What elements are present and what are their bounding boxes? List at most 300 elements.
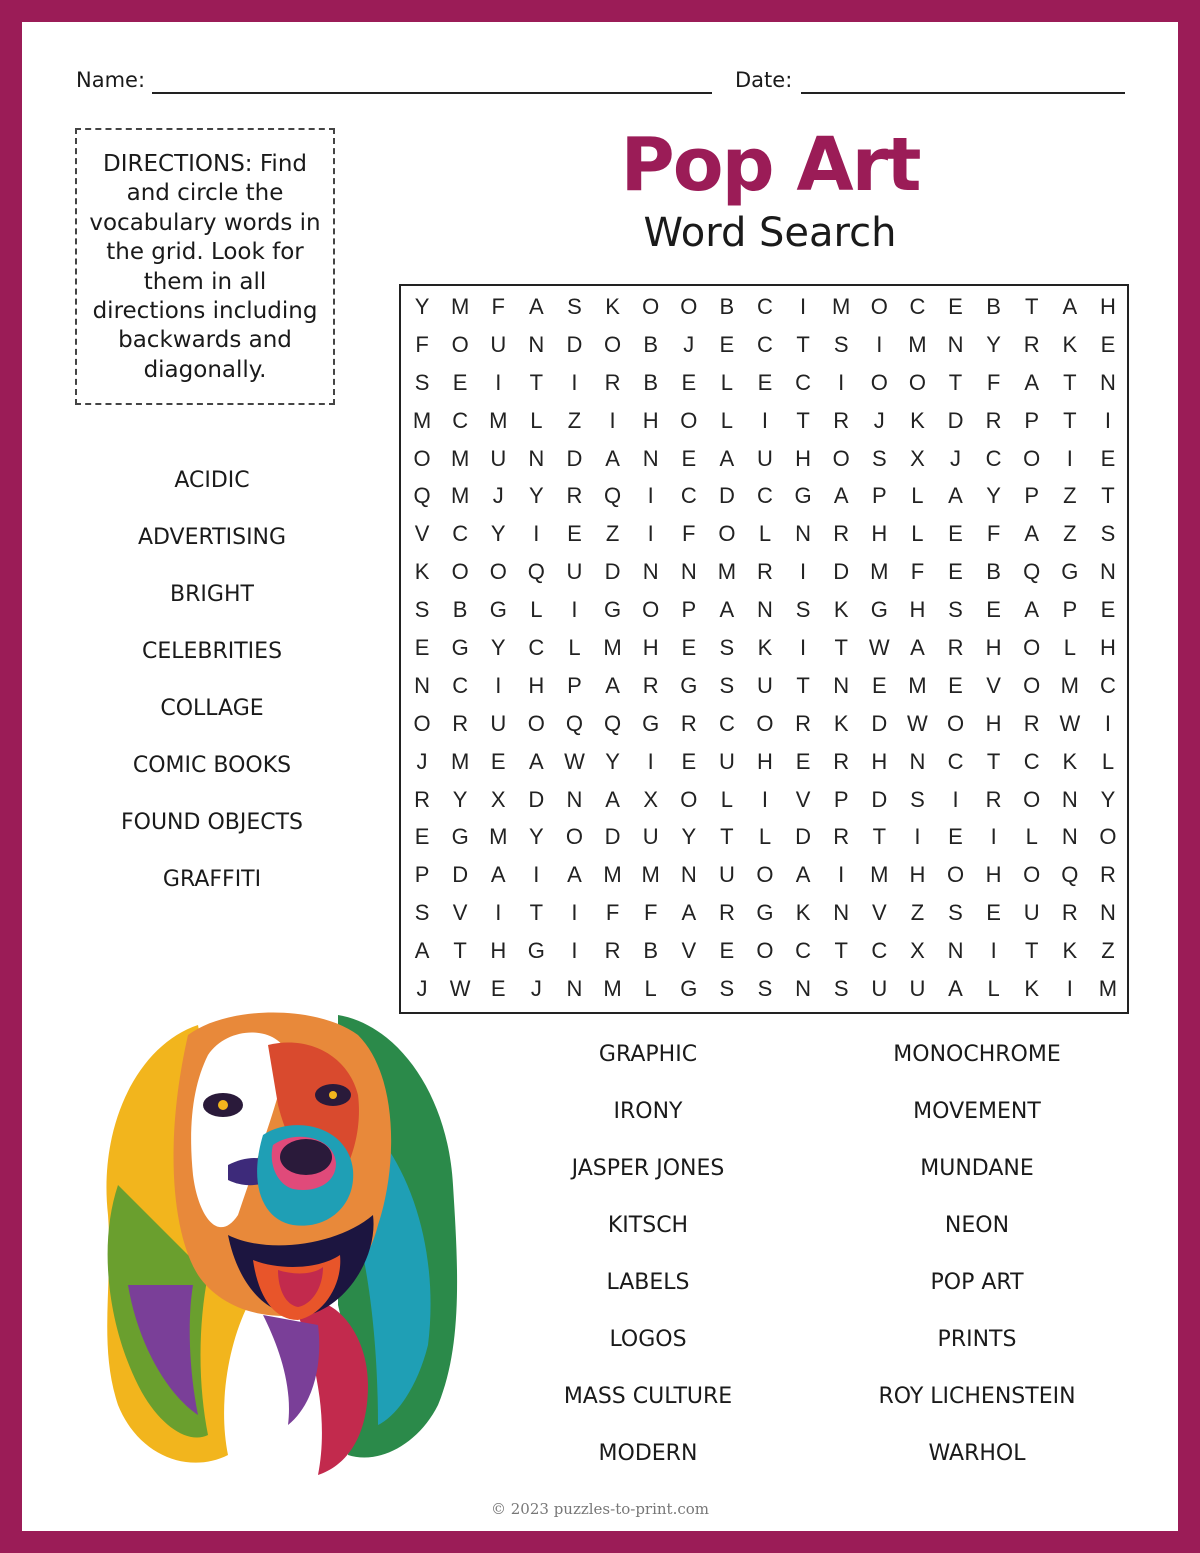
grid-cell: J (416, 976, 428, 1002)
word-list-left (62, 462, 362, 918)
grid-cell: S (1100, 521, 1116, 547)
grid-cell: L (911, 483, 924, 509)
grid-cell: G (489, 597, 507, 623)
grid-cell: T (796, 672, 810, 698)
grid-cell: U (566, 559, 583, 585)
word-list-middle (488, 1036, 808, 1492)
grid-cell: T (834, 938, 848, 964)
grid-cell: N (1061, 824, 1078, 850)
grid-cell: Z (567, 407, 582, 433)
grid-cell: N (1099, 559, 1116, 585)
grid-cell: C (757, 293, 773, 319)
vocabulary-word: MONOCHROME (893, 1042, 1061, 1067)
grid-cell: U (718, 748, 735, 774)
grid-cell: C (757, 331, 773, 357)
grid-cell: R (642, 672, 659, 698)
grid-cell: S (719, 634, 735, 660)
grid-cell: E (986, 597, 1001, 623)
grid-cell: I (533, 521, 540, 547)
grid-cell: P (1024, 483, 1040, 509)
grid-cell: T (1101, 483, 1115, 509)
grid-cell: F (643, 900, 658, 926)
grid-cell: E (681, 445, 697, 471)
grid-cell: A (529, 748, 544, 774)
grid-cell: R (833, 407, 850, 433)
grid-cell: J (416, 748, 428, 774)
grid-cell: O (756, 862, 774, 888)
grid-cell: M (450, 483, 470, 509)
grid-cell: C (528, 634, 545, 660)
grid-cell: H (985, 634, 1002, 660)
grid-cell: K (833, 710, 849, 736)
grid-cell: O (642, 293, 660, 319)
grid-cell: S (414, 597, 430, 623)
grid-cell: J (683, 331, 695, 357)
grid-cell: L (911, 521, 924, 547)
grid-cell: I (838, 862, 845, 888)
grid-cell: V (986, 672, 1001, 698)
grid-cell: J (950, 445, 962, 471)
grid-cell: B (986, 293, 1001, 319)
grid-cell: T (872, 824, 887, 850)
grid-cell: I (1104, 407, 1111, 433)
grid-cell: R (1061, 900, 1078, 926)
grid-cell: E (681, 748, 697, 774)
grid-cell: N (833, 672, 850, 698)
grid-cell: S (871, 445, 887, 471)
grid-cell: V (795, 786, 811, 812)
grid-cell: J (873, 407, 885, 433)
grid-cell: L (1101, 748, 1115, 774)
grid-cell: I (495, 672, 502, 698)
grid-cell: O (642, 597, 660, 623)
grid-cell: K (605, 293, 620, 319)
grid-cell: U (757, 445, 773, 471)
vocabulary-word: ACIDIC (174, 468, 250, 493)
grid-cell: U (490, 710, 507, 736)
grid-cell: L (758, 521, 772, 547)
grid-cell: E (948, 559, 963, 585)
grid-cell: M (1060, 672, 1079, 698)
grid-cell: H (642, 634, 659, 660)
grid-cell: Q (565, 710, 584, 736)
grid-cell: A (414, 938, 430, 964)
grid-cell: I (571, 369, 578, 395)
grid-cell: O (718, 521, 736, 547)
grid-cell: K (833, 597, 849, 623)
grid-cell: I (952, 786, 959, 812)
grid-cell: E (414, 824, 430, 850)
grid-cell: J (530, 976, 542, 1002)
grid-cell: M (489, 407, 508, 433)
word-search-grid (399, 284, 1129, 1014)
grid-cell: G (680, 672, 698, 698)
grid-cell: Z (1063, 483, 1077, 509)
vocabulary-word: ROY LICHENSTEIN (878, 1384, 1076, 1409)
grid-cell: U (490, 331, 507, 357)
grid-cell: N (528, 445, 545, 471)
grid-cell: C (757, 483, 773, 509)
grid-cell: O (756, 938, 774, 964)
grid-cell: N (566, 976, 583, 1002)
grid-cell: I (533, 862, 540, 888)
date-label: Date: (735, 68, 793, 92)
grid-cell: T (529, 900, 544, 926)
grid-cell: K (910, 407, 925, 433)
grid-cell: L (720, 369, 733, 395)
grid-cell: H (1099, 293, 1116, 319)
grid-cell: L (644, 976, 657, 1002)
grid-cell: R (566, 483, 583, 509)
grid-cell: T (1063, 369, 1077, 395)
grid-cell: K (414, 559, 430, 585)
grid-cell: O (870, 293, 888, 319)
grid-cell: K (1062, 748, 1078, 774)
grid-cell: A (490, 862, 506, 888)
vocabulary-word: PRINTS (937, 1327, 1017, 1352)
grid-cell: A (567, 862, 582, 888)
word-list-right (817, 1036, 1137, 1492)
grid-cell: P (1024, 407, 1040, 433)
grid-cell: O (946, 710, 965, 736)
grid-cell: O (451, 331, 469, 357)
grid-cell: E (719, 331, 735, 357)
grid-cell: I (1066, 445, 1073, 471)
vocabulary-word: NEON (944, 1213, 1010, 1238)
grid-cell: T (453, 938, 467, 964)
grid-cell: N (757, 597, 773, 623)
vocabulary-word: COMIC BOOKS (132, 753, 292, 778)
grid-cell: P (681, 597, 697, 623)
grid-cell: G (1061, 559, 1079, 585)
vocabulary-word: CELEBRITIES (141, 639, 283, 664)
grid-cell: P (414, 862, 430, 888)
grid-cell: Z (910, 900, 925, 926)
grid-cell: O (1099, 824, 1117, 850)
grid-cell: L (568, 634, 581, 660)
grid-cell: R (1023, 331, 1040, 357)
vocabulary-word: COLLAGE (160, 696, 264, 721)
grid-cell: R (604, 938, 621, 964)
grid-cell: Y (414, 293, 430, 319)
grid-cell: W (564, 748, 585, 774)
grid-cell: S (948, 597, 963, 623)
grid-cell: P (1062, 597, 1078, 623)
grid-cell: A (605, 672, 620, 698)
grid-cell: I (571, 938, 578, 964)
name-label: Name: (76, 68, 146, 92)
grid-cell: C (452, 407, 469, 433)
header-row (76, 66, 1128, 100)
grid-cell: Y (490, 634, 506, 660)
vocabulary-word: KITSCH (607, 1213, 689, 1238)
grid-cell: U (642, 824, 659, 850)
grid-cell: L (987, 976, 1000, 1002)
grid-cell: N (795, 976, 812, 1002)
grid-cell: T (1025, 938, 1039, 964)
copyright-footer: © 2023 puzzles-to-print.com (490, 1500, 710, 1518)
grid-cell: N (414, 672, 430, 698)
grid-cell: B (719, 293, 735, 319)
grid-cell: R (833, 521, 850, 547)
grid-cell: C (909, 293, 926, 319)
grid-cell: O (413, 710, 431, 736)
grid-cell: R (757, 559, 773, 585)
grid-cell: G (451, 824, 469, 850)
grid-cell: H (642, 407, 659, 433)
grid-cell: I (647, 748, 654, 774)
grid-cell: T (796, 407, 810, 433)
grid-cell: M (908, 331, 927, 357)
grid-cell: L (530, 597, 543, 623)
grid-cell: Y (529, 824, 544, 850)
grid-cell: N (642, 445, 659, 471)
grid-cell: Y (681, 824, 697, 850)
grid-cell: K (1024, 976, 1040, 1002)
grid-cell: A (948, 483, 963, 509)
grid-cell: L (1063, 634, 1076, 660)
grid-cell: N (566, 786, 583, 812)
grid-cell: M (870, 862, 889, 888)
grid-cell: C (680, 483, 697, 509)
grid-cell: O (1023, 786, 1041, 812)
vocabulary-word: LABELS (606, 1270, 690, 1295)
name-line (152, 92, 712, 94)
vocabulary-word: FOUND OBJECTS (120, 810, 304, 835)
grid-cell: M (489, 824, 508, 850)
grid-cell: T (1025, 293, 1039, 319)
grid-cell: W (868, 634, 890, 660)
grid-cell: N (642, 559, 659, 585)
grid-cell: Y (529, 483, 544, 509)
grid-cell: S (833, 976, 849, 1002)
grid-cell: W (449, 976, 471, 1002)
grid-cell: O (1023, 634, 1041, 660)
grid-cell: E (986, 900, 1001, 926)
grid-cell: I (647, 521, 654, 547)
grid-cell: K (795, 900, 811, 926)
grid-cell: A (1024, 521, 1040, 547)
grid-cell: I (647, 483, 654, 509)
grid-cell: C (1099, 672, 1116, 698)
grid-cell: O (604, 331, 622, 357)
grid-cell: A (681, 900, 697, 926)
grid-cell: C (452, 521, 469, 547)
vocabulary-word: GRAFFITI (162, 867, 262, 892)
grid-cell: E (757, 369, 773, 395)
grid-cell: I (1104, 710, 1111, 736)
grid-cell: U (909, 976, 926, 1002)
grid-cell: A (719, 597, 735, 623)
grid-cell: T (1063, 407, 1077, 433)
grid-cell: Q (413, 483, 431, 509)
grid-cell: E (490, 748, 506, 774)
grid-cell: H (871, 521, 888, 547)
grid-cell: O (1023, 445, 1041, 471)
grid-cell: H (985, 862, 1002, 888)
grid-cell: Q (604, 710, 622, 736)
grid-cell: S (567, 293, 582, 319)
grid-cell: P (833, 786, 849, 812)
grid-cell: I (571, 900, 578, 926)
grid-cell: I (761, 407, 769, 433)
grid-cell: T (948, 369, 963, 395)
grid-cell: M (870, 559, 889, 585)
vocabulary-word: IRONY (613, 1099, 683, 1124)
grid-cell: O (832, 445, 850, 471)
grid-cell: R (833, 824, 850, 850)
grid-cell: A (605, 786, 620, 812)
grid-cell: O (908, 369, 926, 395)
grid-cell: A (795, 862, 811, 888)
grid-cell: M (717, 559, 737, 585)
grid-cell: E (1100, 597, 1116, 623)
grid-cell: Z (605, 521, 620, 547)
grid-cell: U (871, 976, 888, 1002)
grid-cell: I (609, 407, 616, 433)
grid-cell: W (1059, 710, 1081, 736)
grid-cell: O (756, 710, 774, 736)
grid-cell: P (567, 672, 582, 698)
grid-cell: D (795, 824, 812, 850)
grid-cell: Y (986, 483, 1001, 509)
grid-cell: G (527, 938, 545, 964)
grid-cell: V (414, 521, 430, 547)
grid-cell: R (452, 710, 469, 736)
grid-cell: R (985, 786, 1002, 812)
grid-cell: E (681, 634, 697, 660)
grid-cell: W (907, 710, 928, 736)
grid-cell: L (720, 786, 733, 812)
grid-cell: Z (1063, 521, 1077, 547)
vocabulary-word: LOGOS (609, 1327, 687, 1352)
grid-cell: R (947, 634, 964, 660)
grid-cell: O (680, 293, 698, 319)
grid-cell: L (758, 824, 772, 850)
grid-cell: I (990, 938, 997, 964)
grid-cell: D (528, 786, 545, 812)
grid-cell: C (985, 445, 1002, 471)
grid-cell: Y (490, 521, 506, 547)
grid-cell: E (681, 369, 697, 395)
grid-cell: I (761, 786, 769, 812)
grid-cell: N (680, 862, 697, 888)
vocabulary-word: JASPER JONES (571, 1156, 725, 1181)
grid-cell: R (985, 407, 1002, 433)
grid-cell: H (490, 938, 507, 964)
grid-cell: B (986, 559, 1001, 585)
grid-cell: N (909, 748, 926, 774)
date-line (801, 92, 1125, 94)
grid-cell: O (870, 369, 888, 395)
grid-cell: O (451, 559, 469, 585)
grid-cell: Q (1061, 862, 1079, 888)
grid-cell: U (757, 672, 773, 698)
vocabulary-word: WARHOL (928, 1441, 1026, 1466)
vocabulary-word: MODERN (598, 1441, 698, 1466)
grid-cell: G (756, 900, 774, 926)
grid-cell: U (718, 862, 735, 888)
grid-cell: B (452, 597, 468, 623)
directions-box: DIRECTIONS: Find and circle the vocabulary words in the grid. Look for them in all directions including backwards and diagonally. (75, 128, 335, 405)
grid-cell: O (680, 786, 698, 812)
grid-cell: I (800, 293, 807, 319)
grid-cell: S (910, 786, 925, 812)
grid-cell: H (985, 710, 1002, 736)
grid-cell: H (528, 672, 545, 698)
grid-cell: N (528, 331, 545, 357)
grid-cell: E (948, 672, 963, 698)
grid-cell: C (871, 938, 888, 964)
page-subtitle: Word Search (643, 210, 897, 256)
grid-cell: F (910, 559, 925, 585)
grid-cell: E (795, 748, 811, 774)
grid-cell: I (914, 824, 921, 850)
grid-cell: R (833, 748, 850, 774)
grid-cell: E (452, 369, 468, 395)
grid-cell: A (1062, 293, 1078, 319)
grid-cell: O (1023, 672, 1041, 698)
vocabulary-word: MUNDANE (920, 1156, 1034, 1181)
grid-cell: R (718, 900, 735, 926)
grid-cell: S (833, 331, 849, 357)
grid-cell: V (681, 938, 697, 964)
grid-cell: Q (1023, 559, 1041, 585)
grid-cell: O (565, 824, 584, 850)
grid-cell: V (452, 900, 468, 926)
grid-cell: E (490, 976, 506, 1002)
grid-cell: G (680, 976, 698, 1002)
grid-cell: H (909, 597, 926, 623)
grid-cell: E (414, 634, 430, 660)
grid-cell: X (910, 938, 925, 964)
grid-cell: I (800, 634, 807, 660)
grid-cell: T (720, 824, 734, 850)
grid-cell: G (604, 597, 622, 623)
grid-cell: L (1025, 824, 1038, 850)
grid-cell: Y (1100, 786, 1116, 812)
grid-cell: S (414, 369, 430, 395)
grid-cell: H (757, 748, 773, 774)
grid-cell: D (947, 407, 964, 433)
grid-cell: E (1100, 445, 1116, 471)
grid-cell: T (986, 748, 1001, 774)
grid-cell: V (871, 900, 887, 926)
grid-cell: F (605, 900, 620, 926)
grid-cell: S (414, 900, 430, 926)
grid-cell: M (1098, 976, 1118, 1002)
vocabulary-word: BRIGHT (170, 582, 254, 607)
grid-cell: X (490, 786, 506, 812)
grid-cell: E (948, 521, 963, 547)
grid-cell: S (719, 976, 735, 1002)
grid-cell: H (1099, 634, 1116, 660)
grid-cell: C (947, 748, 964, 774)
grid-cell: G (870, 597, 888, 623)
grid-cell: X (643, 786, 659, 812)
grid-cell: O (1023, 862, 1041, 888)
grid-cell: U (1023, 900, 1040, 926)
grid-cell: F (986, 369, 1001, 395)
vocabulary-word: MASS CULTURE (563, 1384, 733, 1409)
grid-cell: R (604, 369, 621, 395)
grid-cell: C (1023, 748, 1040, 774)
grid-cell: G (451, 634, 469, 660)
grid-cell: D (604, 559, 621, 585)
grid-cell: R (795, 710, 812, 736)
vocabulary-word: ADVERTISING (137, 525, 287, 550)
grid-cell: F (491, 293, 505, 319)
